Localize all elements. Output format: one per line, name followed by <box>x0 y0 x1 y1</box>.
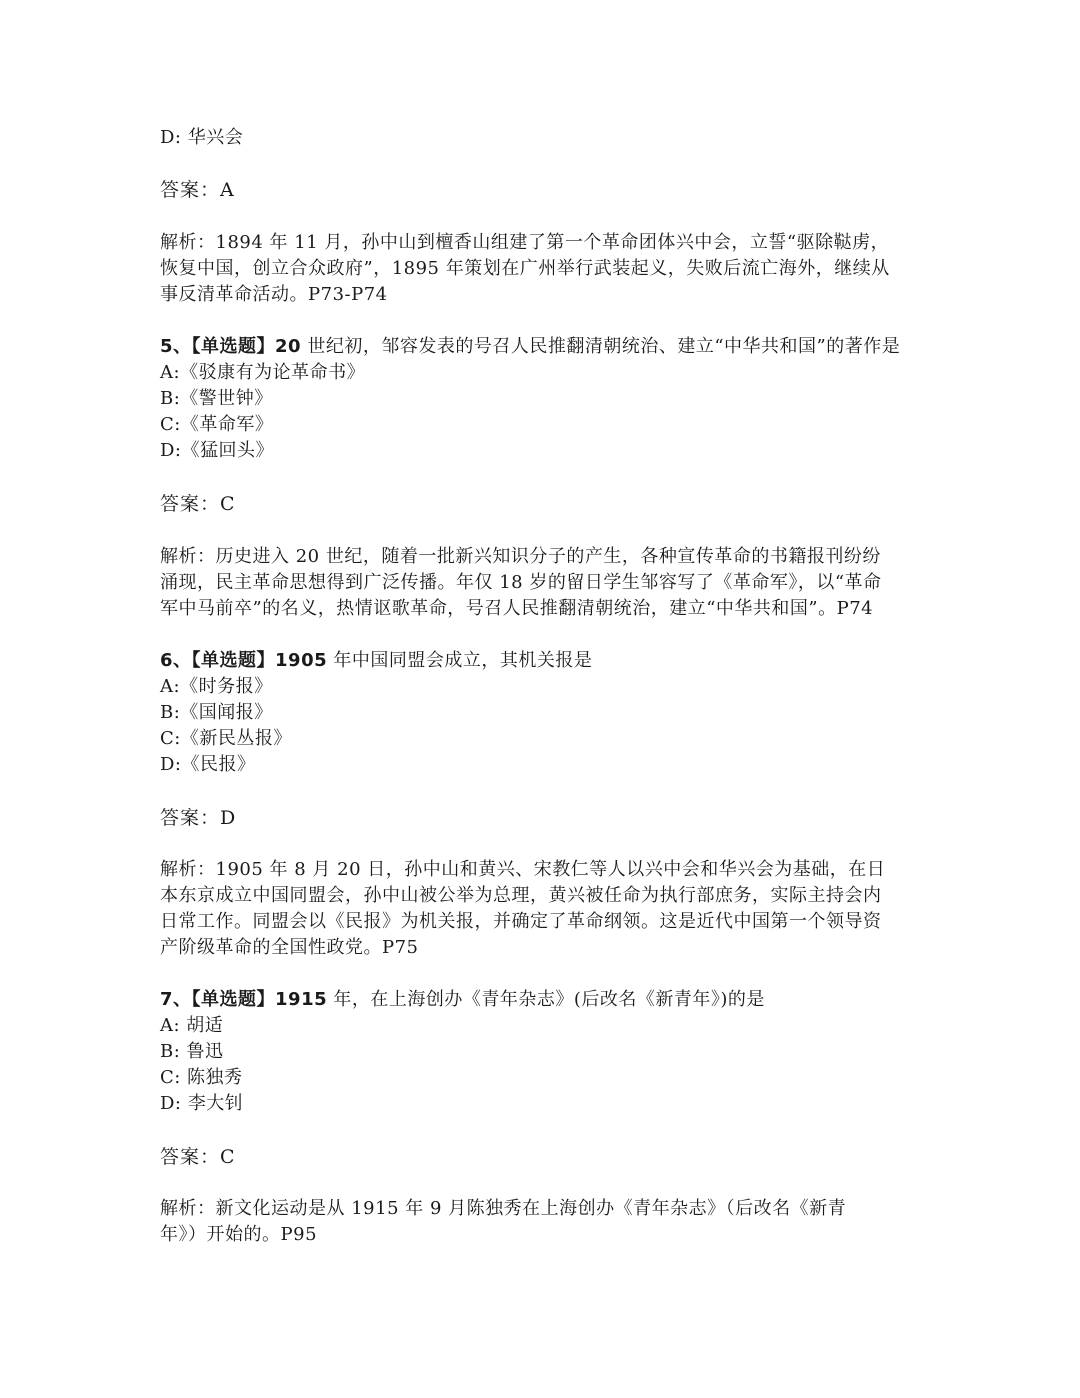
q5-option-c: C:《革命军》 <box>160 414 274 435</box>
q6-analysis-line-3: 日常工作。同盟会以《民报》为机关报，并确定了革命纲领。这是近代中国第一个领导资 <box>160 911 882 932</box>
q5-option-a: A:《驳康有为论革命书》 <box>160 362 366 383</box>
q5-title <box>160 334 900 360</box>
q5-question-text: 世纪初，邹容发表的号召人民推翻清朝统治、建立“中华共和国”的著作是 <box>301 336 901 357</box>
q7-option-b: B: 鲁迅 <box>160 1041 224 1062</box>
q6-option-d: D:《民报》 <box>160 754 256 775</box>
q4-analysis-line-2: 恢复中国，创立合众政府”，1895 年策划在广州举行武装起义，失败后流亡海外，继续从 <box>160 258 890 279</box>
q6-option-a: A:《时务报》 <box>160 676 273 697</box>
q6-number: 6、 <box>160 650 192 671</box>
q6-title <box>160 648 592 674</box>
q7-year: 1915 <box>275 989 328 1010</box>
q5-analysis-line-2: 涌现，民主革命思想得到广泛传播。年仅 18 岁的留日学生邹容写了《革命军》，以“革命 <box>160 572 882 593</box>
q5-answer: 答案：C <box>160 493 236 515</box>
q5-analysis-line-1: 解析：历史进入 20 世纪，随着一批新兴知识分子的产生，各种宣传革命的书籍报刊纷纷 <box>160 546 881 567</box>
q6-answer: 答案：D <box>160 807 237 829</box>
q6-option-b: B:《国闻报》 <box>160 702 273 723</box>
q6-type-tag: 【单选题】 <box>191 650 276 671</box>
q7-answer: 答案：C <box>160 1146 236 1168</box>
q4-option-d: D: 华兴会 <box>160 127 244 148</box>
q7-question-text: 年，在上海创办《青年杂志》(后改名《新青年》)的是 <box>327 989 765 1010</box>
q7-option-a: A: 胡适 <box>160 1015 224 1036</box>
q6-year: 1905 <box>275 650 328 671</box>
q6-analysis-line-2: 本东京成立中国同盟会，孙中山被公举为总理，黄兴被任命为执行部庶务，实际主持会内 <box>160 885 882 906</box>
q5-analysis-line-3: 军中马前卒”的名义，热情讴歌革命，号召人民推翻清朝统治，建立“中华共和国”。P74 <box>160 598 874 619</box>
q4-analysis-line-1: 解析：1894 年 11 月，孙中山到檀香山组建了第一个革命团体兴中会，立誓“驱除鞑虏， <box>160 232 890 253</box>
q7-analysis-line-1: 解析：新文化运动是从 1915 年 9 月陈独秀在上海创办《青年杂志》（后改名《新青 <box>160 1198 847 1219</box>
document-page <box>160 0 940 1398</box>
q7-type-tag: 【单选题】 <box>191 989 276 1010</box>
q5-option-b: B:《警世钟》 <box>160 388 273 409</box>
q5-year: 20 <box>275 336 302 357</box>
q6-analysis-line-4: 产阶级革命的全国性政党。P75 <box>160 937 419 958</box>
q6-question-text: 年中国同盟会成立，其机关报是 <box>327 650 593 671</box>
q5-number: 5、 <box>160 336 192 357</box>
q6-option-c: C:《新民丛报》 <box>160 728 292 749</box>
q7-title <box>160 987 765 1013</box>
q7-option-d: D: 李大钊 <box>160 1093 244 1114</box>
q5-option-d: D:《猛回头》 <box>160 440 274 461</box>
q7-number: 7、 <box>160 989 192 1010</box>
q4-analysis-line-3: 事反清革命活动。P73-P74 <box>160 284 388 305</box>
q5-type-tag: 【单选题】 <box>191 336 276 357</box>
q7-analysis-line-2: 年》）开始的。P95 <box>160 1224 318 1245</box>
q7-option-c: C: 陈独秀 <box>160 1067 243 1088</box>
q4-answer: 答案：A <box>160 179 235 201</box>
q6-analysis-line-1: 解析：1905 年 8 月 20 日，孙中山和黄兴、宋教仁等人以兴中会和华兴会为基础，在日 <box>160 859 886 880</box>
